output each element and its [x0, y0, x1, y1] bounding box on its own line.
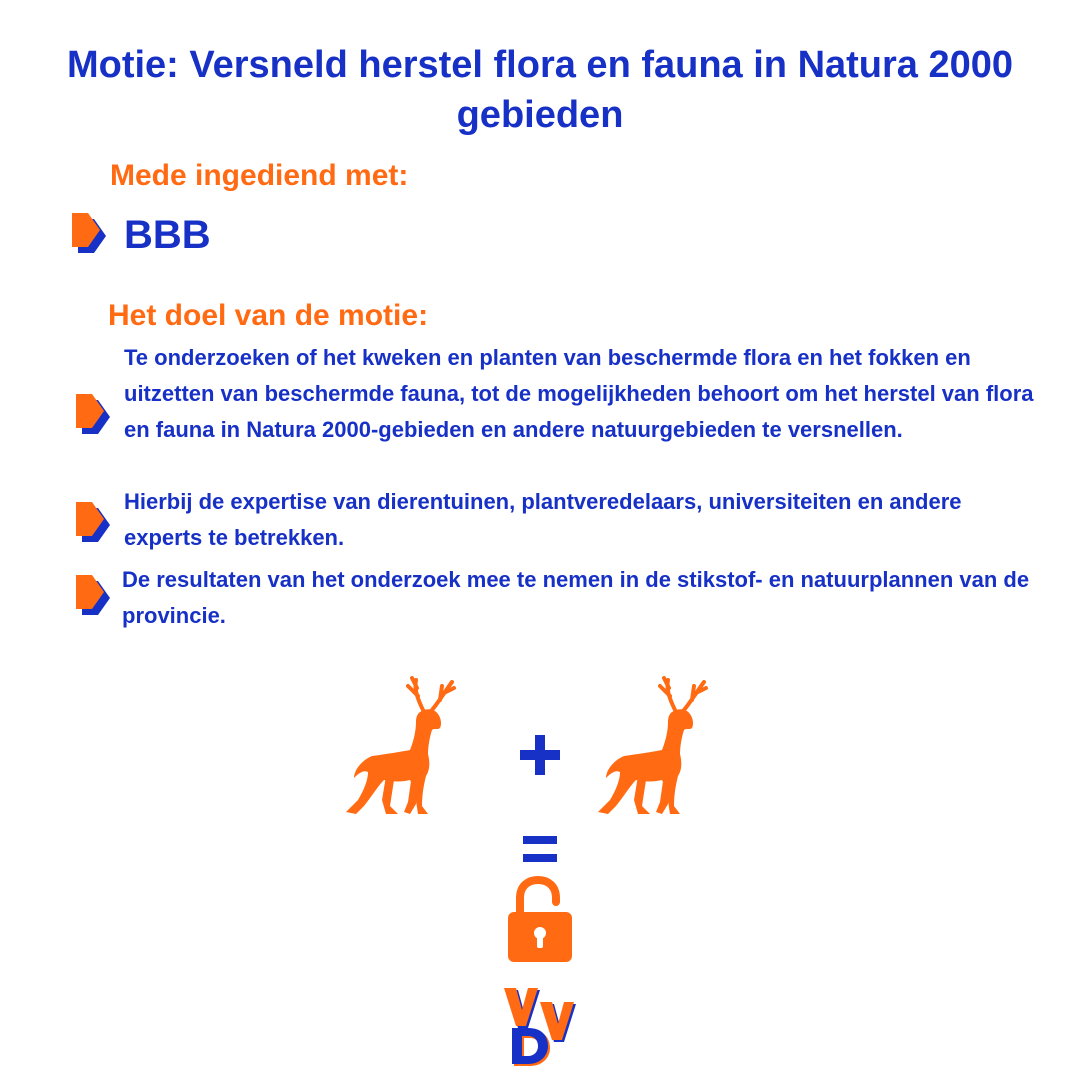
arrow-bullet-icon [72, 213, 106, 253]
page-title: Motie: Versneld herstel flora en fauna in Natura 2000 gebieden [66, 44, 1014, 136]
deer-icon [594, 676, 714, 816]
list-item: Te onderzoeken of het kweken en planten van beschermde flora en het fokken en uitzetten van beschermde fauna, tot de mogelijkheden behoort om het herstel van flora en fauna in Natura 2000-gebieden en andere natuurgebieden te versnellen. [124, 345, 1034, 442]
plus-icon [518, 733, 562, 777]
arrow-bullet-icon [76, 502, 110, 542]
list-item: De resultaten van het onderzoek mee te nemen in de stikstof- en natuurplannen van de provincie. [122, 567, 1030, 628]
arrow-bullet-icon [76, 394, 110, 434]
vvd-logo [498, 984, 586, 1068]
co-submitted-heading: Mede ingediend met: [110, 159, 409, 192]
deer-icon [342, 676, 462, 816]
arrow-bullet-icon [76, 575, 110, 615]
equals-icon [523, 836, 557, 862]
co-submitter-party: BBB [124, 213, 211, 257]
goal-heading: Het doel van de motie: [108, 299, 429, 332]
list-item: Hierbij de expertise van dierentuinen, plantveredelaars, universiteiten en andere experts te betrekken. [124, 489, 962, 550]
unlocked-padlock-icon [506, 876, 574, 964]
